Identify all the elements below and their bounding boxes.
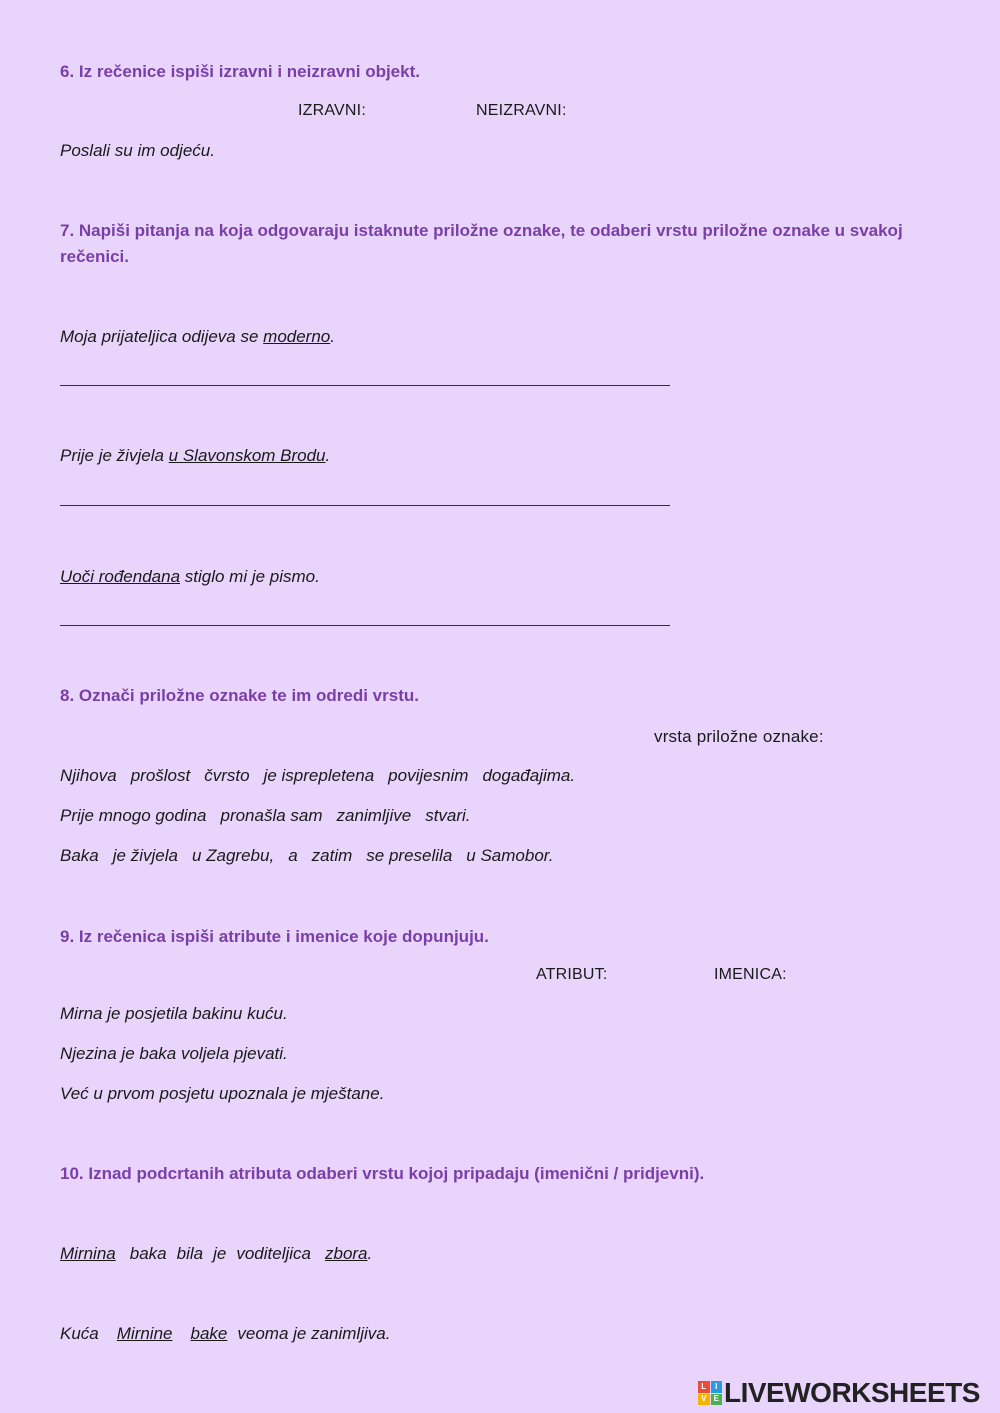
q8-s3-word-1[interactable]: Baka xyxy=(60,846,99,865)
q7-sentence-1 xyxy=(60,327,335,347)
q7-sentence-2 xyxy=(60,446,330,466)
q10-s2-attribute-1[interactable]: Mirnine xyxy=(116,1324,173,1343)
q8-sentence-1 xyxy=(60,766,575,786)
q10-title: 10. Iznad podcrtanih atributa odaberi vrstu kojoj pripadaju (imenični / pridjevni). xyxy=(60,1164,705,1183)
liveworksheets-logo-icon: L I V E xyxy=(698,1381,722,1405)
liveworksheets-logo-text: LIVEWORKSHEETS xyxy=(724,1377,980,1408)
q8-s2-word-3[interactable]: zanimljive xyxy=(336,806,412,825)
q10-s1-word-baka: baka xyxy=(129,1244,167,1263)
q8-title: 8. Označi priložne oznake te im odredi vrstu. xyxy=(60,686,419,705)
q8-s1-word-2[interactable]: prošlost xyxy=(130,766,191,785)
q8-s2-word-2[interactable]: pronašla sam xyxy=(220,806,323,825)
q8-s1-word-5[interactable]: povijesnim xyxy=(388,766,469,785)
q6-title: 6. Iz rečenice ispiši izravni i neizravni objekt. xyxy=(60,62,420,81)
q8-s3-word-2[interactable]: je živjela xyxy=(112,846,178,865)
q8-sentence-2 xyxy=(60,806,471,826)
q6-sentence: Poslali su im odjeću. xyxy=(60,141,215,160)
q9-sentence-1: Mirna je posjetila bakinu kuću. xyxy=(60,1004,288,1023)
q10-s2-word-kuca: Kuća xyxy=(60,1324,99,1343)
q8-s2-word-1[interactable]: Prije mnogo godina xyxy=(60,806,207,825)
q9-title: 9. Iz rečenica ispiši atribute i imenice koje dopunjuju. xyxy=(60,927,489,946)
q7-s2-post: . xyxy=(325,446,331,465)
q7-s3-underlined: Uoči rođendana xyxy=(60,567,181,586)
q8-s1-word-3[interactable]: čvrsto xyxy=(204,766,250,785)
q7-answer-line-1[interactable] xyxy=(60,385,670,386)
q10-s1-word-je: je xyxy=(213,1244,227,1263)
q10-s1-attribute-2[interactable]: zbora xyxy=(324,1244,368,1263)
q7-s3-post: stiglo mi je pismo. xyxy=(180,567,320,586)
q10-sentence-2 xyxy=(60,1324,390,1344)
q9-header-imenica: IMENICA: xyxy=(714,966,787,983)
q6-header-izravni: IZRAVNI: xyxy=(298,102,366,119)
q8-s1-word-4[interactable]: je isprepletena xyxy=(263,766,375,785)
q8-header-vrsta: vrsta priložne oznake: xyxy=(654,727,824,746)
q9-sentence-2: Njezina je baka voljela pjevati. xyxy=(60,1044,288,1063)
q8-s2-word-4[interactable]: stvari. xyxy=(425,806,471,825)
q7-sentence-3 xyxy=(60,567,320,587)
q9-sentence-3: Već u prvom posjetu upoznala je mještane. xyxy=(60,1084,385,1103)
q7-s2-underlined: u Slavonskom Brodu xyxy=(168,446,326,465)
q7-s1-underlined: moderno xyxy=(263,327,331,346)
q6-header-neizravni: NEIZRAVNI: xyxy=(476,102,567,119)
q8-sentence-3 xyxy=(60,846,554,866)
q7-s1-pre: Moja prijateljica odijeva se xyxy=(60,327,264,346)
liveworksheets-logo xyxy=(698,1378,980,1408)
q8-s3-word-7[interactable]: u Samobor. xyxy=(466,846,554,865)
q8-s1-word-1[interactable]: Njihova xyxy=(60,766,117,785)
q8-s3-word-4[interactable]: a xyxy=(288,846,298,865)
q7-answer-line-3[interactable] xyxy=(60,625,670,626)
q7-s1-post: . xyxy=(330,327,335,346)
q8-s3-word-6[interactable]: se preselila xyxy=(366,846,453,865)
q9-header-atribut: ATRIBUT: xyxy=(536,966,608,983)
q7-title: 7. Napiši pitanja na koja odgovaraju istaknute priložne oznake, te odaberi vrstu priložne oznake u svakoj rečenici. xyxy=(60,221,903,266)
q7-answer-line-2[interactable] xyxy=(60,505,670,506)
q10-s1-period: . xyxy=(367,1244,373,1263)
q10-sentence-1 xyxy=(60,1244,372,1264)
q8-s3-word-3[interactable]: u Zagrebu, xyxy=(191,846,275,865)
q8-s3-word-5[interactable]: zatim xyxy=(311,846,353,865)
q10-s2-rest: veoma je zanimljiva. xyxy=(237,1324,391,1343)
q10-s1-word-voditeljica: voditeljica xyxy=(236,1244,311,1263)
q7-s2-pre: Prije je živjela xyxy=(60,446,169,465)
q10-s1-word-bila: bila xyxy=(176,1244,204,1263)
q8-s1-word-6[interactable]: događajima. xyxy=(482,766,576,785)
q10-s2-attribute-2[interactable]: bake xyxy=(190,1324,228,1343)
q10-s1-attribute-1[interactable]: Mirnina xyxy=(60,1244,116,1263)
